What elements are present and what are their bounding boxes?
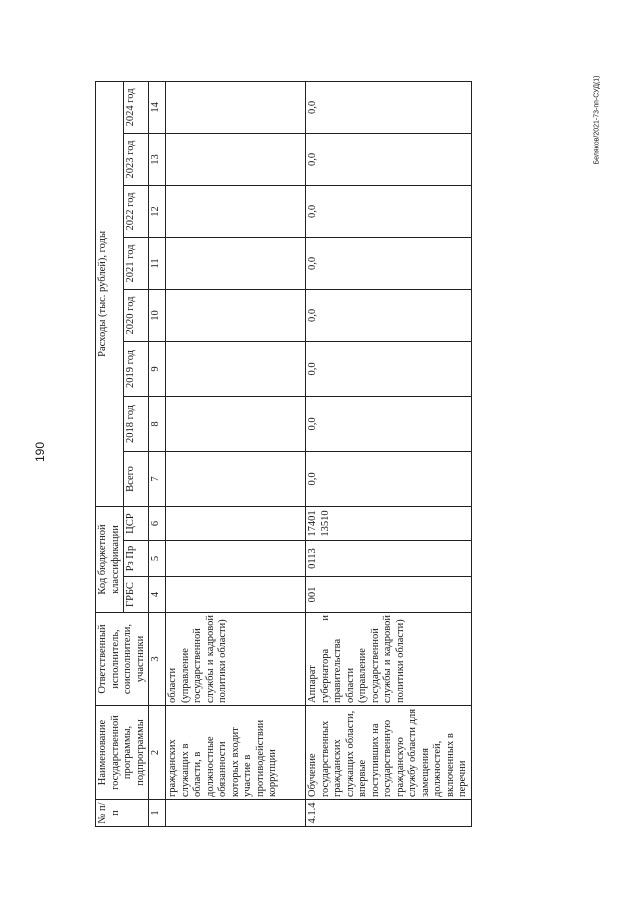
cell-2022 [166, 185, 306, 237]
column-number: 8 [149, 396, 166, 451]
cell-2018 [166, 396, 306, 451]
cell-rz-pr: 0113 [306, 541, 472, 577]
cell-2020 [166, 289, 306, 341]
column-number: 13 [149, 133, 166, 185]
cell-2021: 0,0 [306, 237, 472, 289]
cell-2024: 0,0 [306, 81, 472, 133]
header-rz-pr: Рз Пр [124, 541, 149, 577]
cell-total: 0,0 [306, 451, 472, 506]
cell-2018: 0,0 [306, 396, 472, 451]
column-number: 4 [149, 577, 166, 613]
header-2020: 2020 год [124, 289, 149, 341]
cell-2021 [166, 237, 306, 289]
cell-csr: 1740113510 [306, 506, 472, 540]
cell-name: Обучение государственных гражданских служащих области, впервые поступивших на государственную гражданскую службу области для замещения должностей, включенных в перечни [306, 706, 472, 800]
column-number: 7 [149, 451, 166, 506]
cell-grbs: 001 [306, 577, 472, 613]
header-expenses: Расходы (тыс. рублей), годы [96, 81, 124, 506]
cell-2022: 0,0 [306, 185, 472, 237]
column-number: 2 [149, 706, 166, 800]
header-2022: 2022 год [124, 185, 149, 237]
cell-no: 4.1.4 [306, 800, 472, 827]
cell-2023: 0,0 [306, 133, 472, 185]
column-number: 5 [149, 541, 166, 577]
cell-2023 [166, 133, 306, 185]
cell-executor: области (управление государственной службы и кадровой политики области) [166, 613, 306, 706]
column-number: 9 [149, 341, 166, 396]
header-2019: 2019 год [124, 341, 149, 396]
budget-table [95, 81, 472, 827]
cell-no [166, 800, 306, 827]
column-number-row [149, 81, 166, 826]
cell-rz-pr [166, 541, 306, 577]
cell-grbs [166, 577, 306, 613]
cell-2020: 0,0 [306, 289, 472, 341]
column-number: 1 [149, 800, 166, 827]
header-executor: Ответственный исполнитель, соисполнители, участники [96, 613, 149, 706]
column-number: 12 [149, 185, 166, 237]
cell-csr [166, 506, 306, 540]
budget-table-container [95, 82, 583, 827]
column-number: 3 [149, 613, 166, 706]
cell-executor: Аппарат губернатора и правительства области (управление государственной службы и кадровой политики области) [306, 613, 472, 706]
column-number: 6 [149, 506, 166, 540]
cell-2024 [166, 81, 306, 133]
header-csr: ЦСР [124, 506, 149, 540]
header-no: № п/п [96, 800, 149, 827]
header-2018: 2018 год [124, 396, 149, 451]
column-number: 11 [149, 237, 166, 289]
header-row-1 [96, 81, 124, 826]
header-name: Наименование государственной программы, подпрограммы [96, 706, 149, 800]
page-number: 190 [33, 441, 47, 463]
budget-table-rotated [95, 82, 583, 827]
header-budget-code: Код бюджетной классификации [96, 506, 124, 612]
header-total: Всего [124, 451, 149, 506]
header-2024: 2024 год [124, 81, 149, 133]
cell-2019: 0,0 [306, 341, 472, 396]
cell-total [166, 451, 306, 506]
table-row [306, 81, 472, 826]
table-row [166, 81, 306, 826]
column-number: 10 [149, 289, 166, 341]
header-2021: 2021 год [124, 237, 149, 289]
cell-2019 [166, 341, 306, 396]
document-footer-code: Беляков/2021-73-пп-СУД(1) [593, 75, 601, 165]
header-grbs: ГРБС [124, 577, 149, 613]
header-2023: 2023 год [124, 133, 149, 185]
cell-name: гражданских служащих в области, в должностные обязанности которых входит участие в противодействии коррупции [166, 706, 306, 800]
column-number: 14 [149, 81, 166, 133]
